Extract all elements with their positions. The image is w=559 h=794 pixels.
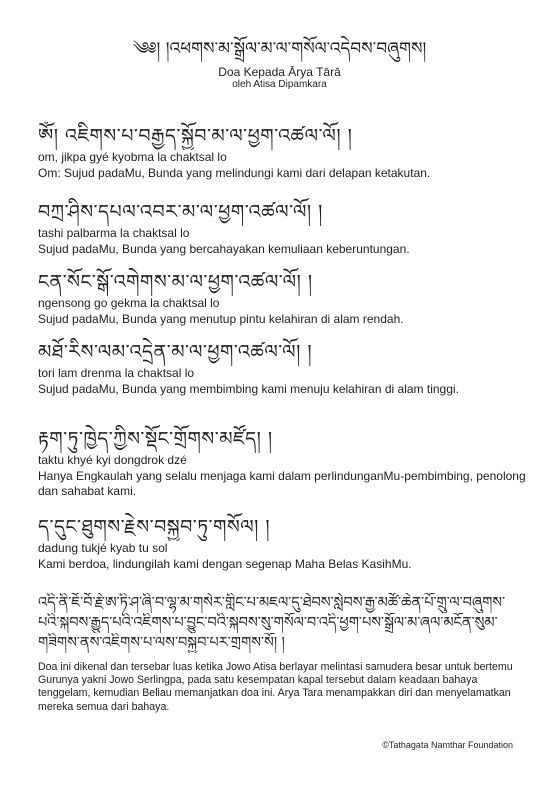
verse-translation: Sujud padaMu, Bunda yang menutup pintu kelahiran di alam rendah. <box>38 311 404 326</box>
verse-tibetan: བཀྲ་ཤིས་དཔལ་འབར་མ་ལ་ཕྱག་འཚལ་ལོ། ། <box>38 201 323 223</box>
verse-3 <box>38 268 528 327</box>
tibetan-title: ༄༅། །འཕགས་མ་སྒྲོལ་མ་ལ་གསོལ་འདེབས་བཞུགས། <box>132 39 427 59</box>
verse-1 <box>38 122 528 181</box>
verse-tibetan: ད་དུང་ཐུགས་རྗེས་བསྐྱབ་ཏུ་གསོལ། ། <box>38 516 271 538</box>
verse-transliteration: ngensong go gekma la chaktsal lo <box>38 296 220 310</box>
closing-section <box>38 593 528 714</box>
verse-transliteration: dadung tukjé kyab tu sol <box>38 541 168 555</box>
verse-tibetan: མཐོ་རིས་ལམ་འདྲེན་མ་ལ་ཕྱག་འཚལ་ལོ། ། <box>38 341 313 363</box>
verse-tibetan: ངན་སོང་སྒོ་འགེགས་མ་ལ་ཕྱག་འཚལ་ལོ། ། <box>38 271 313 293</box>
verse-translation: Sujud padaMu, Bunda yang bercahayakan kemuliaan keberuntungan. <box>38 241 410 256</box>
copyright-notice: ©Tathagata Namthar Foundation <box>382 740 513 750</box>
author-line: oleh Atisa Dipamkara <box>232 79 327 90</box>
closing-explanation: Doa ini dikenal dan tersebar luas ketika Jowo Atisa berlayar melintasi samudera besar untuk bertemu Gurunya yakni Jowo Serlingpa, pada satu kesempatan kapal tersebut dalam keadaan bahaya tenggelam, kemudian Beliau memanjatkan doa ini. Arya Tara menampakkan diri dan menyelamatkan mereka semua dari bahaya. <box>38 661 513 713</box>
closing-tibetan-line-3: གཟིགས་ནས་འཇིགས་པ་ལས་བསྐྱབ་པར་གྲགས་སོ། ། <box>38 635 285 651</box>
verse-transliteration: tori lam drenma la chaktsal lo <box>38 366 195 380</box>
page-title: Doa Kepada Ārya Tārā <box>218 65 341 79</box>
verse-translation: Sujud padaMu, Bunda yang membimbing kami menuju kelahiran di alam tinggi. <box>38 381 459 396</box>
verse-tibetan: ཨོཾ། འཇིགས་པ་བརྒྱད་སྐྱོབ་མ་ལ་ཕྱག་འཚལ་ལོ། ། <box>38 125 353 147</box>
verse-translation: Hanya Engkaulah yang selalu menjaga kami dalam perlindunganMu-pembimbing, penolong dan sahabat kami. <box>38 468 526 498</box>
verse-transliteration: taktu khyé kyi dongdrok dzé <box>38 453 187 467</box>
verse-4 <box>38 338 528 397</box>
verse-transliteration: tashi palbarma la chaktsal lo <box>38 226 190 240</box>
verse-5 <box>38 425 528 500</box>
verse-tibetan: རྟག་ཏུ་ཁྱེད་ཀྱིས་སྡོང་གྲོགས་མཛོད། ། <box>38 428 273 450</box>
header <box>0 36 559 91</box>
verse-translation: Kami berdoa, lindungilah kami dengan segenap Maha Belas KasihMu. <box>38 556 412 571</box>
verse-6 <box>38 513 528 572</box>
closing-tibetan-line-2: པའི་སྐབས་རྒྱུད་པའི་འཇིགས་པ་བྱུང་བའི་སྐབས་སུ་གསོལ་བ་འདི་ཕྱག་པས་སྒྲོལ་མ་ཞལ་མངོན་སུམ་ <box>38 615 498 631</box>
closing-tibetan-line-1: འདི་ནི་ཇོ་བོ་རྗེ་ཨ་ཏི་ཤ་ཞི་བ་ལྷ་མ་གསེར་གླིང་པ་མཇལ་དུ་ཐེབས་སླེབས་རྒྱ་མཚོ་ཆེན་པོ་གྲུ་ལ་བཞུགས་ <box>38 595 506 611</box>
verse-transliteration: om, jikpa gyé kyobma la chaktsal lo <box>38 150 227 164</box>
verse-translation: Om: Sujud padaMu, Bunda yang melindungi kami dari delapan ketakutan. <box>38 165 431 180</box>
verse-2 <box>38 198 528 257</box>
